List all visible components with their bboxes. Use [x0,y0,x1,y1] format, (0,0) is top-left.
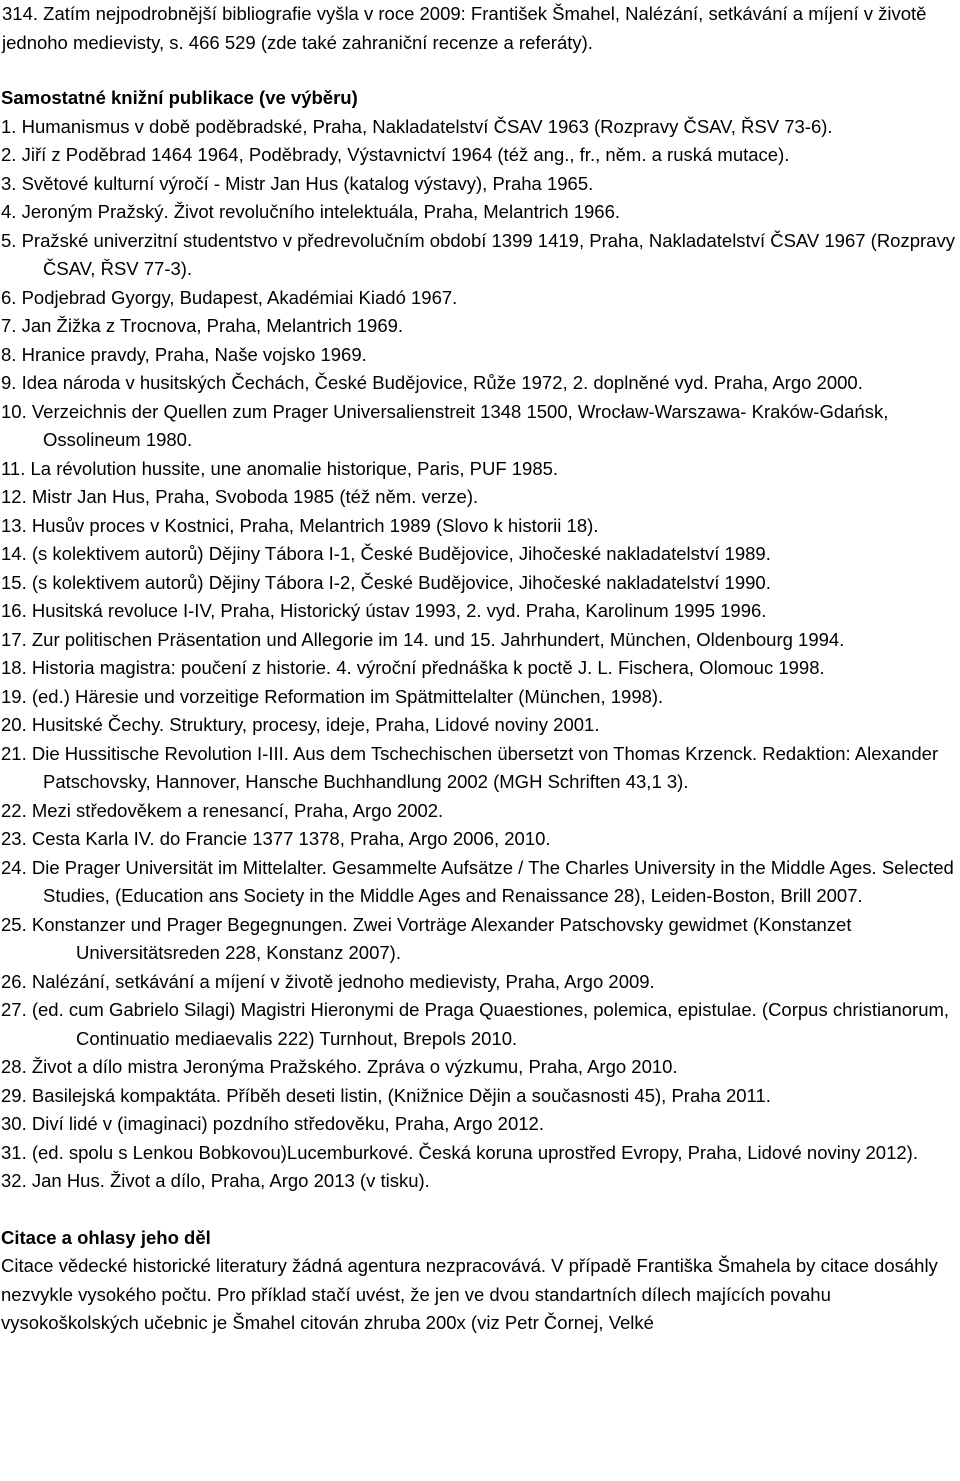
publication-number: 7. [1,315,17,336]
publication-item [1,597,960,626]
publication-number: 25. [1,913,27,935]
publication-text: Diví lidé v (imaginaci) pozdního středověku, Praha, Argo 2012. [31,1113,544,1134]
publications-list [1,113,960,1196]
publication-text: Idea národa v husitských Čechách, České Budějovice, Růže 1972, 2. doplněné vyd. Praha, Argo 2000. [21,372,863,393]
publication-number: 10. [1,400,27,422]
publication-text: Život a dílo mistra Jeronýma Pražského. Zpráva o výzkumu, Praha, Argo 2010. [31,1056,678,1077]
publication-item [1,227,960,284]
publication-text: (s kolektivem autorů) Dějiny Tábora I-1, České Budějovice, Jihočeské nakladatelství 1989. [31,543,771,564]
publication-item [1,968,960,997]
publication-text: Hranice pravdy, Praha, Naše vojsko 1969. [21,343,367,365]
publication-number: 8. [1,343,17,365]
publication-number: 31. [1,1141,27,1163]
publication-text: (ed. spolu s Lenkou Bobkovou)Lucemburkové. Česká koruna uprostřed Evropy, Praha, Lidové noviny 2012). [31,1141,918,1163]
publication-text: Verzeichnis der Quellen zum Prager Universalienstreit 1348 1500, Wrocław-Warszawa- Kraków-Gdańsk, Ossolineum 1980. [31,400,889,450]
intro-paragraph: 314. Zatím nejpodrobnější bibliografie vyšla v roce 2009: František Šmahel, Nalézání, setkávání a míjení v životě jednoho medievisty, s. 466 529 (zde také zahraniční recenze a referáty). [2,3,927,53]
publication-item [1,341,960,370]
publication-text: Podjebrad Gyorgy, Budapest, Akadémiai Kiadó 1967. [21,286,458,308]
publication-item [1,1110,960,1139]
publication-number: 24. [1,856,27,878]
publication-item [1,369,960,398]
publication-text: (ed. cum Gabrielo Silagi) Magistri Hieronymi de Praga Quaestiones, polemica, epistulae. (Corpus christianorum, Continuatio mediaevalis 222) Turnhout, Brepols 2010. [31,999,950,1049]
publication-number: 29. [1,1084,27,1106]
publication-item [1,569,960,598]
publication-text: Mistr Jan Hus, Praha, Svoboda 1985 (též něm. verze). [31,486,479,507]
publication-text: (s kolektivem autorů) Dějiny Tábora I-2, České Budějovice, Jihočeské nakladatelství 1990. [31,571,771,593]
publication-number: 4. [1,201,17,222]
publication-text: Cesta Karla IV. do Francie 1377 1378, Praha, Argo 2006, 2010. [31,828,551,849]
publication-text: Zur politischen Präsentation und Allegorie im 14. und 15. Jahrhundert, München, Oldenbourg 1994. [31,628,845,650]
publication-number: 28. [1,1056,27,1077]
publication-item [1,996,960,1053]
publication-text: Jan Žižka z Trocnova, Praha, Melantrich 1969. [21,315,404,336]
publication-text: Historia magistra: poučení z historie. 4. výroční přednáška k poctě J. L. Fischera, Olomouc 1998. [31,657,825,678]
publication-item [1,1167,960,1196]
publication-text: Konstanzer und Prager Begegnungen. Zwei Vorträge Alexander Patschovsky gewidmet (Konstanzet Universitätsreden 228, Konstanz 2007). [31,913,852,963]
publication-text: Basilejská kompaktáta. Příběh deseti listin, (Knižnice Dějin a současnosti 45), Praha 2011. [31,1084,771,1106]
publication-number: 3. [1,172,17,194]
publications-heading: Samostatné knižní publikace (ve výběru) [1,87,358,108]
publication-item [1,284,960,313]
publication-text: Humanismus v době poděbradské, Praha, Nakladatelství ČSAV 1963 (Rozpravy ČSAV, ŘSV 73-6). [21,115,833,137]
citations-paragraph: Citace vědecké historické literatury žádná agentura nezpracovává. V případě Františka Šmahela by citace dosáhly nezvykle vysokého počtu. Pro příklad stačí uvést, že jen ve dvou standartních dílech majících povahu vysokoškolských učebnic je Šmahel citován zhruba 200x (viz Petr Čornej, Velké [1,1255,938,1333]
publication-text: Husitská revoluce I-IV, Praha, Historický ústav 1993, 2. vyd. Praha, Karolinum 1995 1996. [31,600,767,621]
publication-item [1,113,960,142]
publication-text: Nalézání, setkávání a míjení v životě jednoho medievisty, Praha, Argo 2009. [31,970,655,992]
publication-number: 14. [1,543,27,564]
publication-item [1,1053,960,1082]
publication-text: Pražské univerzitní studentstvo v předrevolučním období 1399 1419, Praha, Nakladatelství ČSAV 1967 (Rozpravy ČSAV, ŘSV 77-3). [21,229,955,279]
publication-number: 5. [1,229,17,251]
publication-text: Die Hussitische Revolution I-III. Aus dem Tschechischen übersetzt von Thomas Krzenck. Redaktion: Alexander Patschovsky, Hannover, Hansche Buchhandlung 2002 (MGH Schriften 43,1 3). [31,742,939,792]
publication-number: 11. [1,457,26,479]
publication-number: 12. [1,486,27,507]
publication-number: 6. [1,286,17,308]
publication-number: 2. [1,144,17,165]
publication-item [1,483,960,512]
publication-number: 16. [1,600,27,621]
publication-item [1,170,960,199]
publication-number: 15. [1,571,27,593]
publication-number: 27. [1,999,27,1020]
publication-number: 9. [1,372,17,393]
publication-number: 23. [1,828,27,849]
publication-number: 22. [1,799,27,821]
publication-item [1,312,960,341]
publication-text: (ed.) Häresie und vorzeitige Reformation im Spätmittelalter (München, 1998). [31,685,664,707]
publication-number: 1. [1,115,17,137]
publication-item [1,740,960,797]
publication-item [1,198,960,227]
publication-number: 19. [1,685,27,707]
publication-text: Světové kulturní výročí - Mistr Jan Hus (katalog výstavy), Praha 1965. [21,172,594,194]
citations-heading: Citace a ohlasy jeho děl [1,1226,211,1248]
publication-number: 18. [1,657,27,678]
publication-text: La révolution hussite, une anomalie historique, Paris, PUF 1985. [30,457,559,479]
publication-item [1,911,960,968]
publication-number: 20. [1,714,27,735]
publication-number: 21. [1,742,27,764]
publication-text: Jiří z Poděbrad 1464 1964, Poděbrady, Výstavnictví 1964 (též ang., fr., něm. a ruská mutace). [21,144,790,165]
publication-text: Jan Hus. Život a dílo, Praha, Argo 2013 (v tisku). [31,1170,430,1191]
publication-number: 17. [1,628,27,650]
publication-item [1,512,960,541]
publication-item [1,797,960,826]
publication-item [1,654,960,683]
publication-number: 30. [1,1113,27,1134]
publication-item [1,1139,960,1168]
publication-item [1,626,960,655]
publication-item [1,711,960,740]
publication-item [1,141,960,170]
publication-number: 13. [1,514,27,536]
publication-item [1,854,960,911]
publication-item [1,540,960,569]
publication-item [1,398,960,455]
publication-item [1,825,960,854]
publication-text: Jeroným Pražský. Život revolučního intelektuála, Praha, Melantrich 1966. [21,201,621,222]
publication-number: 26. [1,970,27,992]
publication-text: Die Prager Universität im Mittelalter. Gesammelte Aufsätze / The Charles University in the Middle Ages. Selected Studies, (Education ans Society in the Middle Ages and Renaissance 28), Leiden-Boston, Brill 2007. [31,856,954,906]
publication-number: 32. [1,1170,27,1191]
publication-text: Mezi středověkem a renesancí, Praha, Argo 2002. [31,799,444,821]
publication-item [1,683,960,712]
publication-text: Husitské Čechy. Struktury, procesy, ideje, Praha, Lidové noviny 2001. [31,714,600,735]
publication-item [1,1082,960,1111]
publication-text: Husův proces v Kostnici, Praha, Melantrich 1989 (Slovo k historii 18). [31,514,599,536]
publication-item [1,455,960,484]
